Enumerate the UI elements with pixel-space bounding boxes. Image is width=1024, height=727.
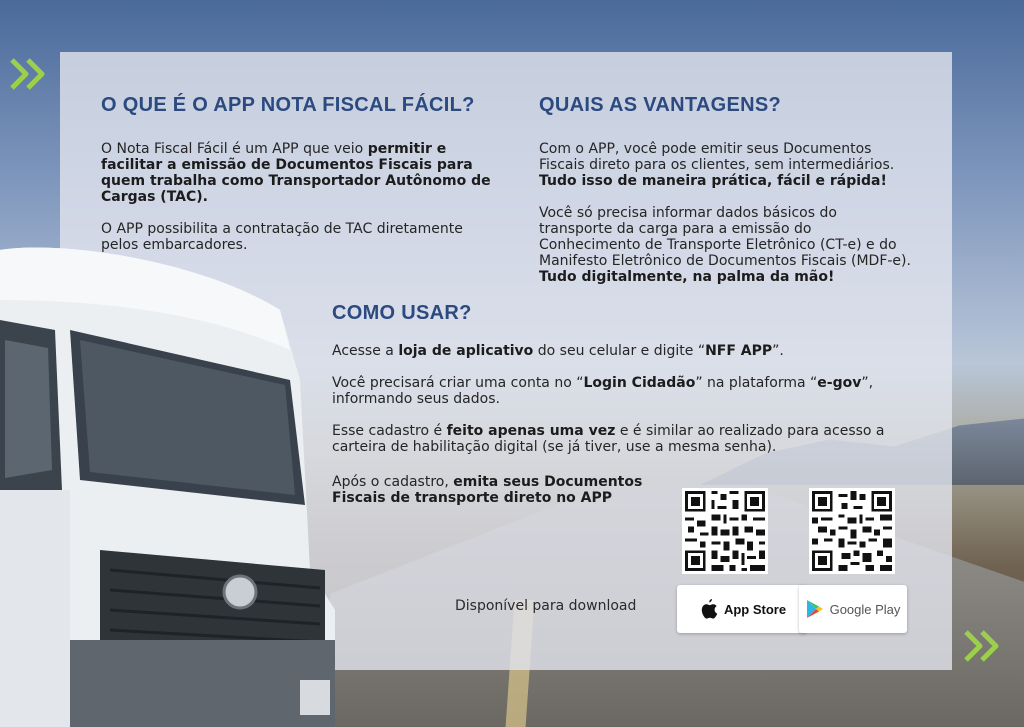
qr-code-app-store[interactable] (682, 488, 768, 574)
truck-illustration (0, 240, 335, 727)
double-chevron-right-icon (8, 56, 50, 92)
advantages-paragraph-2 (539, 205, 914, 285)
download-label: Disponível para download (455, 598, 637, 614)
what-is-paragraph-1 (101, 141, 501, 205)
adv-p1-text: Com o APP, você pode emitir seus Documentos Fiscais direto para os clientes, sem intermediários. (539, 141, 895, 173)
google-play-logo-icon (806, 599, 824, 619)
s1b: loja de aplicativo (398, 343, 534, 359)
adv-p2-text: Você só precisa informar dados básicos do transporte da carga para a emissão do Conhecimento de Transporte Eletrônico (CT-e) e do Manifesto Eletrônico de Documentos Fiscais (MDF-e). (539, 205, 911, 269)
google-play-badge[interactable] (799, 585, 907, 633)
what-is-paragraph-2: O APP possibilita a contratação de TAC diretamente pelos embarcadores. (101, 221, 463, 253)
how-to-use-text (332, 343, 922, 455)
s3c: e é similar ao realizado para acesso a carteira de habilitação digital (se já tiver, use a mesma senha). (332, 423, 885, 455)
double-chevron-right-icon (962, 628, 1004, 664)
apple-logo-icon (698, 598, 718, 620)
how-step-2 (332, 375, 922, 407)
s1c: do seu celular e digite “ (533, 343, 706, 359)
s2c: ” na plataforma “ (695, 375, 818, 391)
advantages-text (539, 141, 914, 285)
heading-what-is-app: O QUE É O APP NOTA FISCAL FÁCIL? (101, 94, 475, 116)
s4b: emita seus Documentos Fiscais de transporte direto no APP (332, 474, 643, 506)
heading-how-to-use: COMO USAR? (332, 302, 472, 324)
s1a: Acesse a (332, 343, 399, 359)
how-step-4 (332, 474, 662, 506)
s1d: NFF APP (705, 343, 773, 359)
google-play-label: Google Play (829, 601, 901, 617)
s2a: Você precisará criar uma conta no “ (332, 375, 584, 391)
how-step-4-text (332, 474, 662, 506)
what-p1-text: O Nota Fiscal Fácil é um APP que veio (101, 141, 368, 157)
s2e: ”, informando seus dados. (332, 375, 874, 407)
qr-code-google-play[interactable] (809, 488, 895, 574)
s2b: Login Cidadão (583, 375, 696, 391)
app-store-badge[interactable] (677, 585, 807, 633)
advantages-paragraph-1 (539, 141, 914, 189)
s3a: Esse cadastro é (332, 423, 447, 439)
how-step-1 (332, 343, 922, 359)
s4a: Após o cadastro, (332, 474, 454, 490)
adv-p1-bold: Tudo isso de maneira prática, fácil e rápida! (539, 173, 887, 189)
adv-p2-bold: Tudo digitalmente, na palma da mão! (539, 269, 835, 285)
what-p1-bold: permitir e facilitar a emissão de Documentos Fiscais para quem trabalha como Transportador Autônomo de Cargas (TAC). (101, 141, 491, 205)
s3b: feito apenas uma vez (446, 423, 616, 439)
s2d: e-gov (817, 375, 862, 391)
how-step-3 (332, 423, 922, 455)
s1e: ”. (772, 343, 784, 359)
what-is-text (101, 141, 501, 253)
app-store-label: App Store (723, 601, 787, 617)
heading-advantages: QUAIS AS VANTAGENS? (539, 94, 782, 116)
